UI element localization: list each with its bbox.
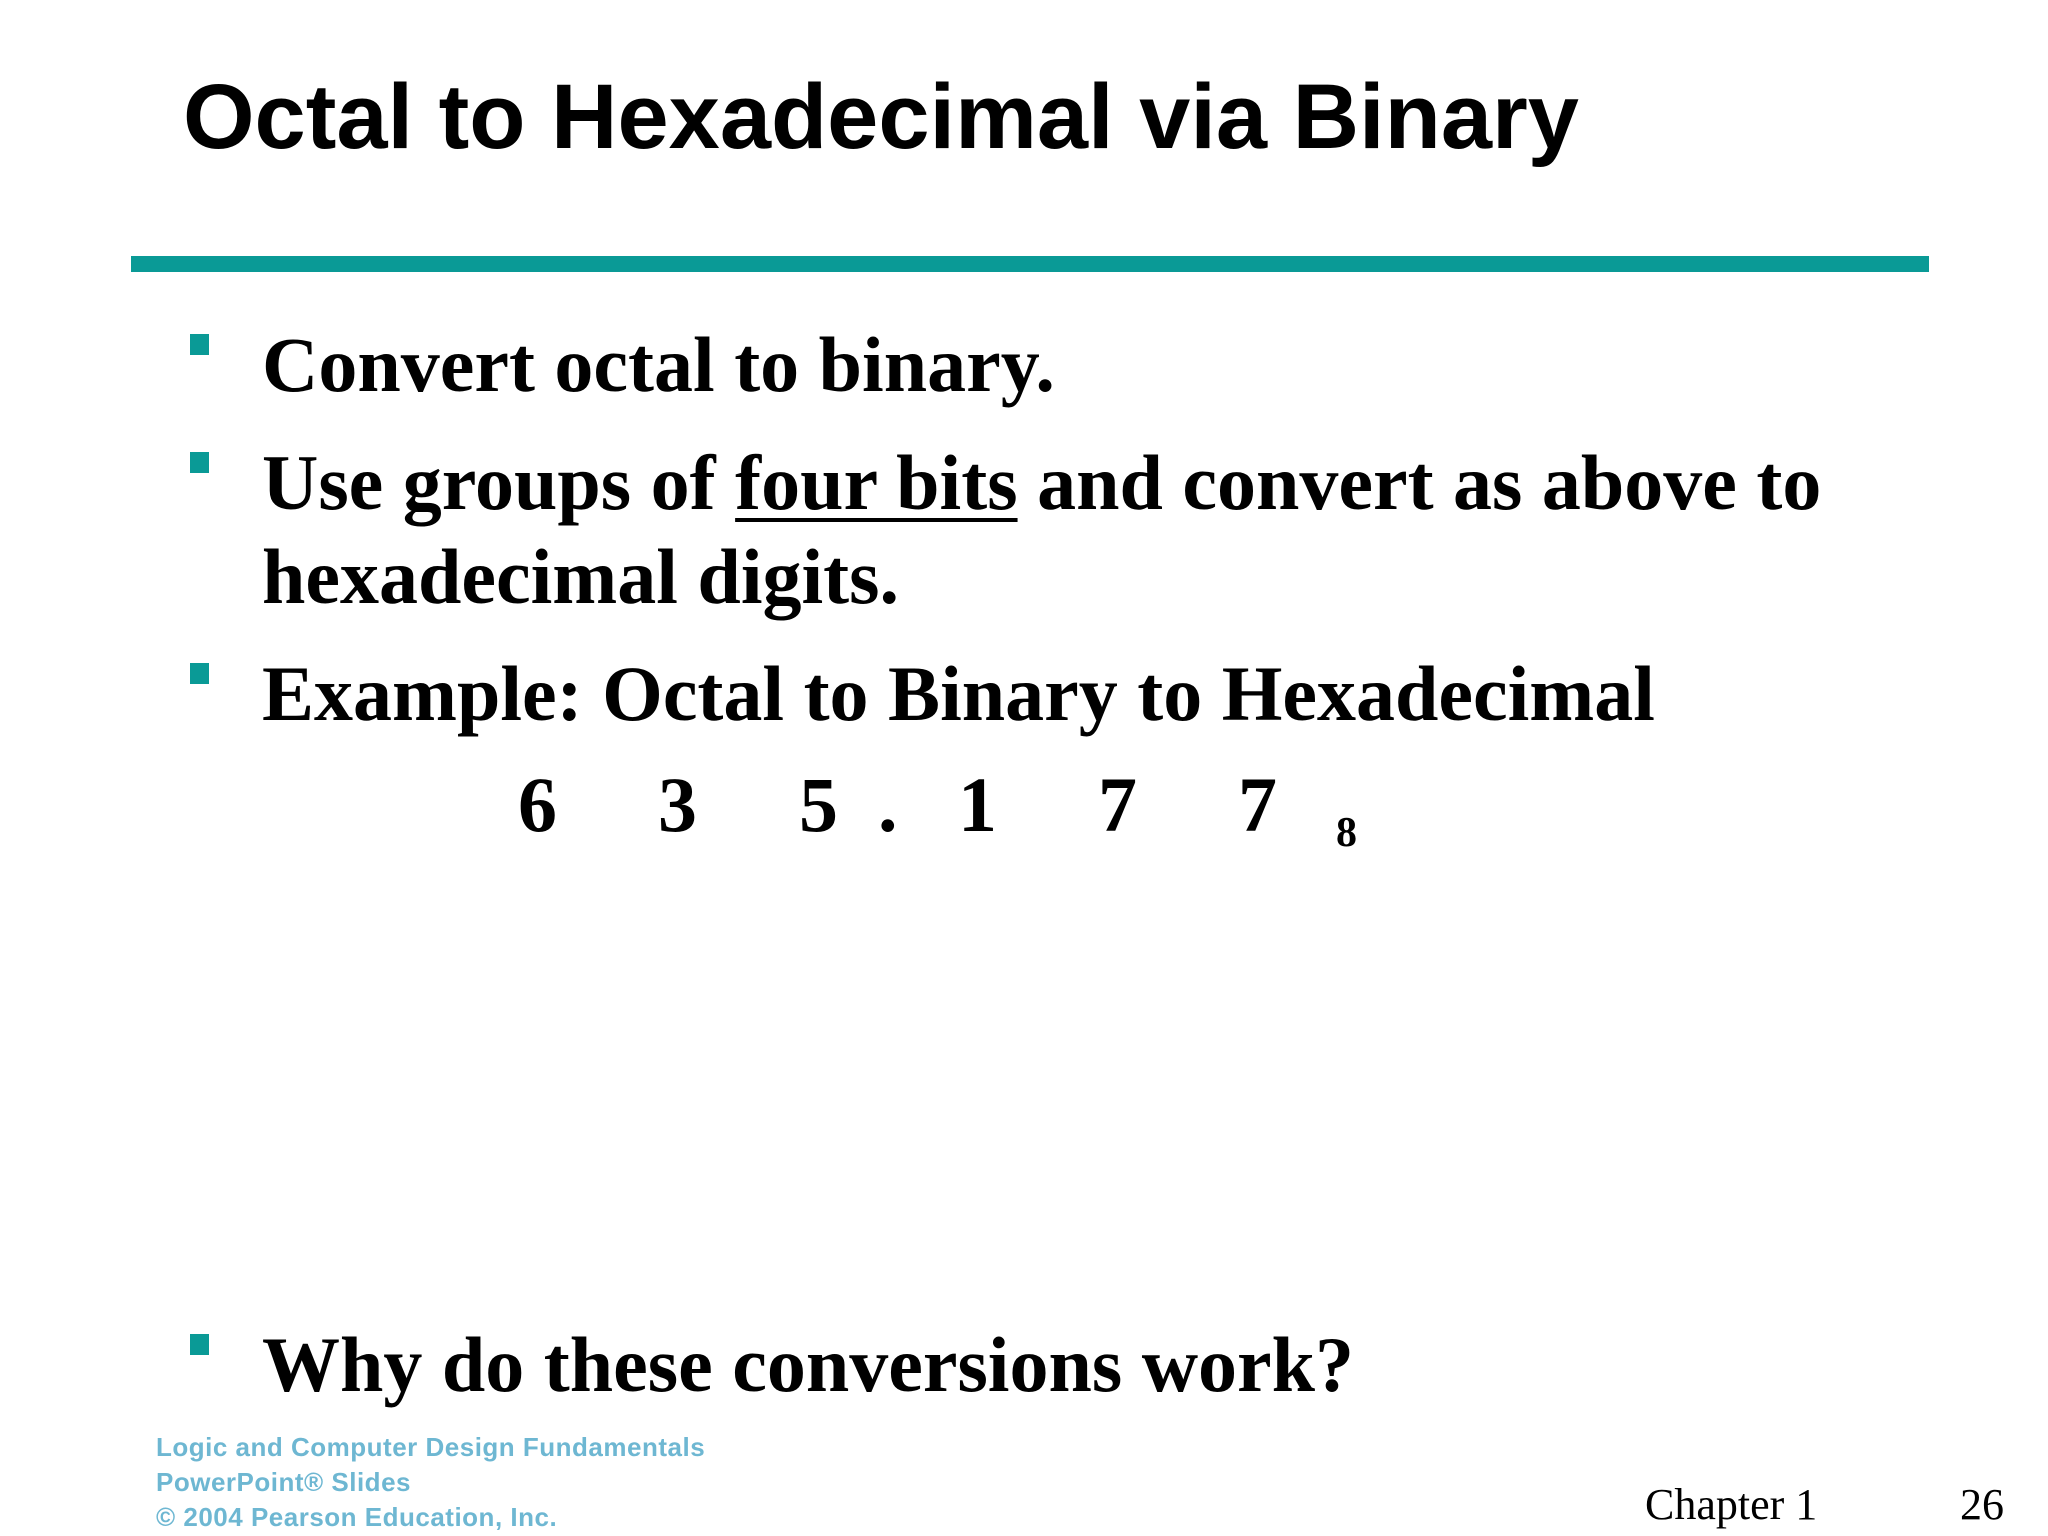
logo-line: PowerPoint® Slides bbox=[156, 1467, 411, 1497]
page-number: 26 bbox=[1960, 1480, 2004, 1529]
bullet-text-prefix: Use groups of bbox=[262, 439, 736, 526]
bullet-text-continuation: hexadecimal digits. bbox=[262, 533, 899, 620]
bullet-square-icon bbox=[190, 334, 209, 355]
octal-digit: 1 bbox=[958, 761, 997, 848]
publisher-logo bbox=[156, 1430, 705, 1535]
chapter-label: Chapter 1 bbox=[1645, 1480, 1818, 1529]
bullet-square-icon bbox=[190, 663, 209, 684]
bullet-text-suffix: and convert as above to bbox=[1017, 439, 1822, 526]
octal-digit: 3 bbox=[658, 761, 697, 848]
octal-digit: 7 bbox=[1098, 761, 1137, 848]
bullet-square-icon bbox=[190, 452, 209, 473]
octal-example bbox=[0, 760, 2048, 870]
bullet-text: Why do these conversions work? bbox=[262, 1321, 1355, 1408]
bullet-square-icon bbox=[190, 1334, 209, 1355]
bullet-text bbox=[262, 436, 1821, 530]
octal-digit: 7 bbox=[1238, 761, 1277, 848]
octal-digit: 6 bbox=[518, 761, 557, 848]
slide-title: Octal to Hexadecimal via Binary bbox=[183, 66, 1579, 168]
radix-point: . bbox=[878, 761, 898, 848]
base-subscript: 8 bbox=[1336, 810, 1357, 856]
octal-digit: 5 bbox=[799, 761, 838, 848]
title-divider bbox=[131, 256, 1929, 272]
logo-line: © 2004 Pearson Education, Inc. bbox=[156, 1502, 558, 1532]
logo-line: Logic and Computer Design Fundamentals bbox=[156, 1432, 706, 1462]
emphasis-underlined: four bits bbox=[735, 439, 1018, 526]
bullet-text: Example: Octal to Binary to Hexadecimal bbox=[262, 650, 1655, 737]
bullet-text: Convert octal to binary. bbox=[262, 321, 1055, 408]
